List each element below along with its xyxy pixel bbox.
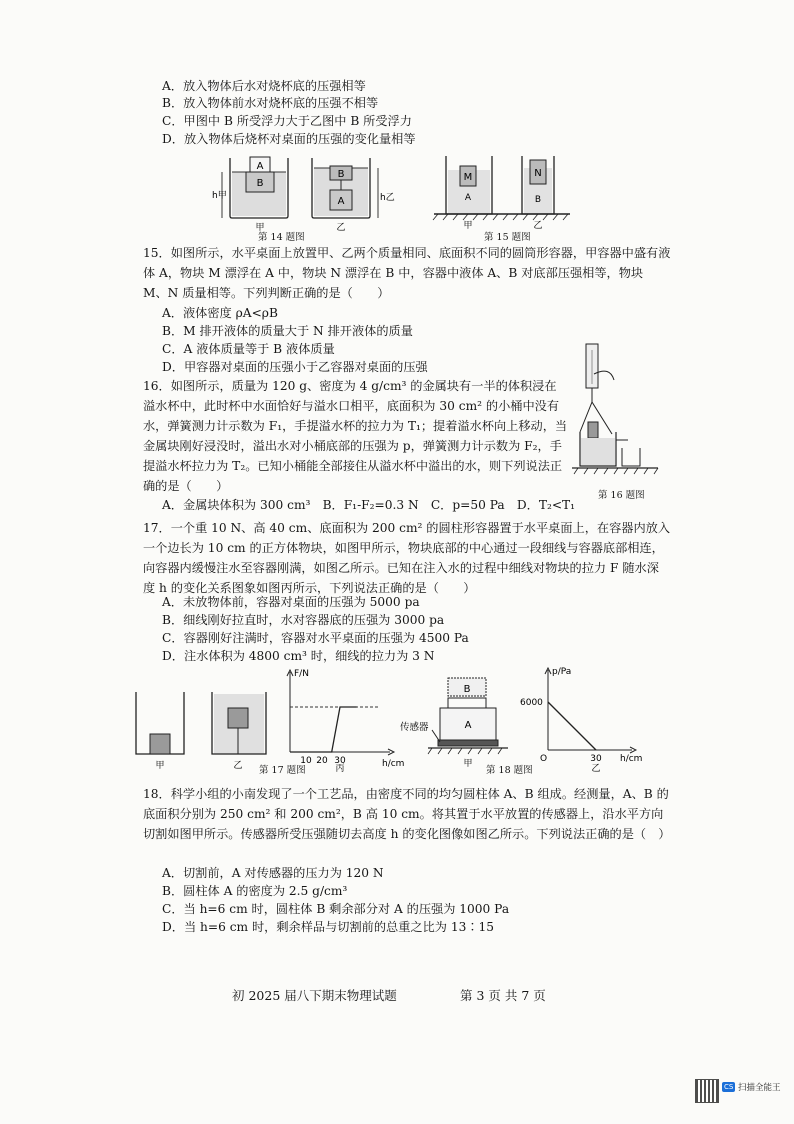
fig14-h-yi: h乙: [380, 193, 395, 203]
fig14-label-yi: 乙: [336, 223, 346, 232]
q14-option-c: C．甲图中 B 所受浮力大于乙图中 B 所受浮力: [162, 114, 412, 128]
fig15-caption: 第 15 题图: [484, 232, 531, 243]
fig18-series-line: [548, 702, 596, 750]
q15-option-c: C．A 液体质量等于 B 液体质量: [162, 342, 335, 356]
fig15-liquid-a: A: [464, 193, 472, 203]
q17-option-c: C．容器刚好注满时，容器对水平桌面的压强为 4500 Pa: [162, 631, 469, 645]
fig18-caption: 第 18 题图: [486, 765, 533, 776]
fig18-label-jia: 甲: [463, 759, 473, 769]
fig14-label-jia: 甲: [255, 223, 265, 232]
fig15-block-m: M: [463, 172, 473, 183]
q17-option-b: B．细线刚好拉直时，水对容器底的压强为 3000 pa: [162, 613, 445, 627]
q14-option-d: D．放入物体后烧杯对桌面的压强的变化量相等: [162, 132, 416, 146]
fig15-label-jia: 甲: [463, 221, 473, 231]
fig18-origin: O: [540, 754, 548, 764]
fig17-label-bing: 丙: [335, 764, 345, 772]
fig14-caption: 第 14 题图: [258, 232, 305, 243]
q16-stem: 16．如图所示，质量为 120 g、密度为 4 g/cm³ 的金属块有一半的体积浸在溢水杯中，此时杯中水面恰好与溢水口相平，底面积为 30 cm² 的小桶中没有水，弹簧测力计示数为 F₁，手提溢水杯的拉力为 T₁；提着溢水杯向上移动，当金属块刚好浸没时，溢出水对小桶底部的压强为 p，弹簧测力计示数为 F₂，手提溢水杯拉力为 T₂。已知小桶能全部接住从溢水杯中溢出的水，则下列说法正确的是（ ）: [143, 379, 568, 493]
fig14-h-jia: h甲: [212, 191, 227, 201]
fig15-label-yi: 乙: [533, 221, 543, 231]
fig18-block-b: B: [463, 684, 471, 695]
fig17-xlabel: h/cm: [382, 759, 405, 769]
fig17-chart: [287, 669, 404, 772]
q18-option-b: B．圆柱体 A 的密度为 2.5 g/cm³: [162, 884, 348, 898]
q18-stem: 18．科学小组的小南发现了一个工艺品，由密度不同的均匀圆柱体 A、B 组成。经测量，A、B 的底面积分别为 250 cm² 和 200 cm²，B 高 10 cm。将其置于水平放置的传感器上，沿水平方向切割如图甲所示。传感器所受压强随切去高度 h 的变化图像如图乙所示。下列说法正确的是（ ）: [143, 787, 671, 841]
q15-option-a: A．液体密度 ρA<ρB: [162, 306, 278, 320]
q14-option-a: A．放入物体后水对烧杯底的压强相等: [162, 79, 366, 93]
fig15-liquid-b: B: [534, 195, 542, 205]
fig18-block-a: A: [464, 720, 472, 731]
watermark-text: 扫描全能王: [738, 1083, 781, 1093]
q18-option-d: D．当 h=6 cm 时，剩余样品与切割前的总重之比为 13∶15: [162, 920, 495, 934]
q18-option-a: A．切割前，A 对传感器的压力为 120 N: [162, 866, 384, 880]
q18-option-c: C．当 h=6 cm 时，圆柱体 B 剩余部分对 A 的压强为 1000 Pa: [162, 902, 510, 916]
fig14-block-b-jia: B: [256, 178, 264, 189]
q17-option-a: A．未放物体前，容器对桌面的压强为 5000 pa: [162, 595, 420, 609]
q15-stem: 15．如图所示，水平桌面上放置甲、乙两个质量相同、底面积不同的圆筒形容器，甲容器中盛有液体 A，物块 M 漂浮在 A 中，物块 N 漂浮在 B 中，容器中液体 A、B 对底部压强相等，物块 M、N 质量相等。下列判断正确的是（ ）: [143, 246, 671, 300]
fig17-label-jia: 甲: [155, 761, 165, 771]
fig17-ylabel: F/N: [294, 669, 309, 679]
fig14-block-a-yi: A: [337, 196, 345, 207]
fig18-xlabel: h/cm: [620, 754, 643, 764]
fig17-label-yi: 乙: [233, 761, 243, 771]
footer-title: 初 2025 届八下期末物理试题: [232, 988, 397, 1003]
watermark: [696, 1080, 784, 1106]
q16-options: A．金属块体积为 300 cm³ B．F₁-F₂=0.3 N C．p=50 Pa D．T₂<T₁: [162, 498, 576, 512]
cs-badge: CS: [724, 1083, 734, 1091]
fig18-xtick: 30: [590, 754, 602, 764]
fig18-ytick: 6000: [520, 698, 543, 708]
qr-code-icon: [696, 1080, 718, 1102]
fig18-sensor-label: 传感器: [400, 722, 429, 733]
figure-16: [572, 340, 664, 490]
figure-17: [130, 664, 410, 772]
fig14-block-a-jia: A: [256, 161, 264, 172]
fig17-tick-30: 30: [334, 756, 346, 766]
fig16-caption: 第 16 题图: [598, 490, 645, 501]
q15-option-b: B．M 排开液体的质量大于 N 排开液体的质量: [162, 324, 413, 338]
fig18-chart: [520, 667, 642, 772]
fig18-label-yi: 乙: [591, 764, 601, 772]
q15-option-d: D．甲容器对桌面的压强小于乙容器对桌面的压强: [162, 360, 428, 374]
footer-page: 第 3 页 共 7 页: [460, 988, 546, 1003]
q17-stem: 17．一个重 10 N、高 40 cm、底面积为 200 cm² 的圆柱形容器置于水平桌面上，在容器内放入一个边长为 10 cm 的正方体物块，如图甲所示，物块底部的中心通过一段细线与容器底部相连，向容器内缓慢注水至容器刚满，如图乙所示。已知在注入水的过程中细线对物块的拉力 F 随水深度 h 的变化关系图象如图丙所示，下列说法正确的是（ ）: [143, 521, 671, 595]
fig17-caption: 第 17 题图: [259, 765, 306, 776]
figure-14: [210, 152, 400, 232]
q14-option-b: B．放入物体前水对烧杯底的压强不相等: [162, 96, 379, 110]
q17-option-d: D．注水体积为 4800 cm³ 时，细线的拉力为 3 N: [162, 649, 435, 663]
fig15-block-n: N: [534, 168, 542, 179]
fig17-tick-10: 10: [300, 756, 312, 766]
fig14-block-b-yi: B: [337, 169, 345, 180]
figure-18: [400, 664, 650, 772]
fig18-ylabel: p/Pa: [552, 667, 572, 677]
fig17-tick-20: 20: [316, 756, 328, 766]
fig17-series-line: [290, 707, 357, 752]
figure-15: [430, 152, 580, 232]
